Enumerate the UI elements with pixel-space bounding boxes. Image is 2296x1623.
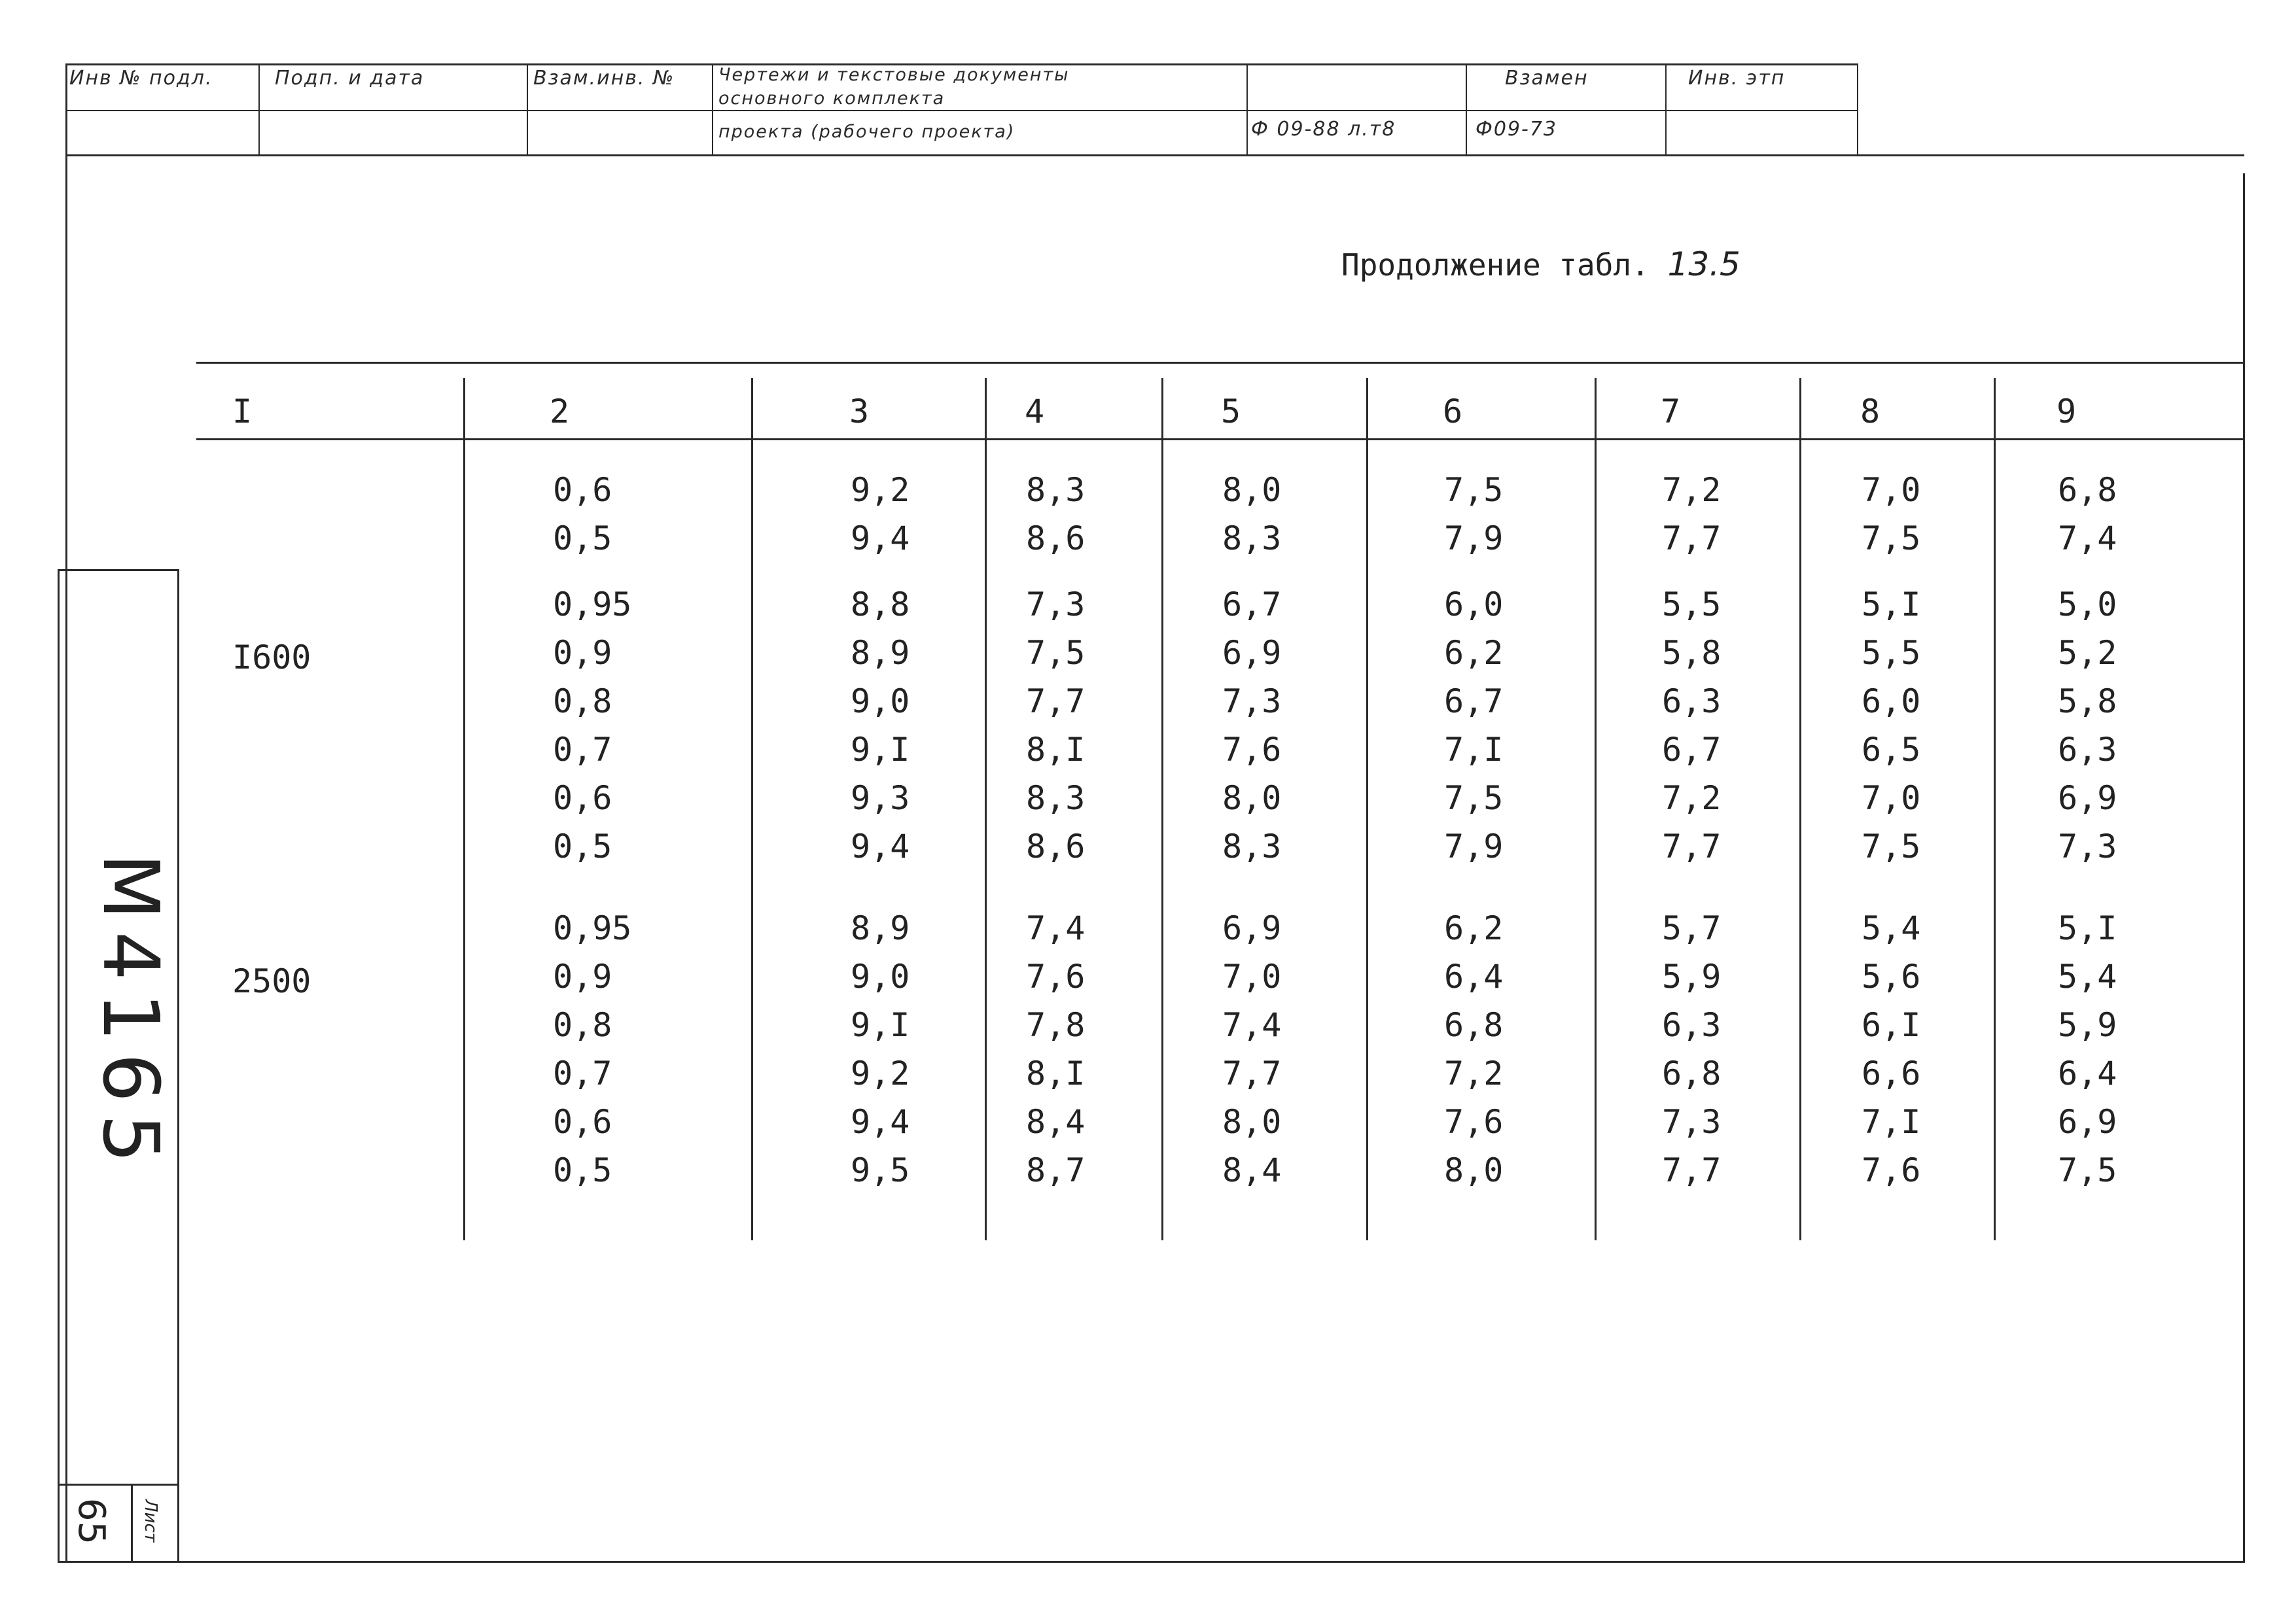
table-cell: 6,3 (1662, 682, 1722, 720)
table-cell: 8,3 (1026, 471, 1086, 509)
table-cell: 5,5 (1862, 634, 1921, 672)
table-cell: 7,I (1444, 731, 1504, 769)
table-cell: 0,9 (553, 634, 612, 672)
table-cell: 7,7 (1026, 682, 1086, 720)
table-cell: 9,2 (851, 1055, 910, 1092)
frame-left-border (65, 63, 67, 1562)
table-cell: 5,2 (2058, 634, 2117, 672)
page-mark (131, 1488, 170, 1554)
table-cell: 6,7 (1444, 682, 1504, 720)
table-header-rule (196, 438, 2244, 440)
table-col-divider (985, 378, 987, 1240)
stamp-bottom-border (65, 154, 2244, 156)
table-cell: 7,3 (1222, 682, 1282, 720)
table-cell: 8,3 (1222, 519, 1282, 557)
table-cell: 6,8 (1662, 1055, 1722, 1092)
table-cell: 8,3 (1222, 828, 1282, 865)
table-cell: 6,5 (1862, 731, 1921, 769)
table-cell: 9,3 (851, 779, 910, 817)
table-cell: 9,0 (851, 682, 910, 720)
table-col-divider (1595, 378, 1597, 1240)
table-cell: 7,4 (1222, 1006, 1282, 1044)
column-header-2: 2 (550, 393, 570, 430)
frame-right-border (2243, 173, 2245, 1562)
group-label: 2500 (232, 962, 311, 1001)
page-box-top (58, 1484, 179, 1486)
table-cell: 0,6 (553, 471, 612, 509)
table-cell: 7,5 (1862, 519, 1921, 557)
caption-text: Продолжение табл. (1341, 247, 1650, 283)
stamp-divider (1857, 63, 1858, 154)
frame-bottom-border (58, 1561, 2245, 1563)
table-cell: 8,0 (1222, 779, 1282, 817)
stamp-mid-border (65, 110, 1858, 111)
table-cell: 7,3 (1026, 585, 1086, 623)
table-cell: 6,7 (1222, 585, 1282, 623)
group-label: I600 (232, 638, 311, 677)
column-header-1: I (232, 393, 253, 430)
table-cell: 7,7 (1222, 1055, 1282, 1092)
table-cell: 8,0 (1222, 471, 1282, 509)
table-cell: 7,0 (1222, 958, 1282, 996)
table-cell: 0,6 (553, 779, 612, 817)
table-cell: 7,7 (1662, 519, 1722, 557)
table-cell: 5,4 (1862, 909, 1921, 947)
replacement-value: Ф09-73 (1475, 118, 1557, 141)
table-cell: 7,3 (2058, 828, 2117, 865)
table-col-divider (1994, 378, 1996, 1240)
caption-table-number: 13.5 (1667, 245, 1740, 283)
table-cell: 7,2 (1662, 779, 1722, 817)
table-cell: 8,9 (851, 909, 910, 947)
stamp-divider (1665, 63, 1667, 154)
table-cell: 0,7 (553, 731, 612, 769)
column-header-4: 4 (1025, 393, 1045, 430)
table-col-divider (1161, 378, 1163, 1240)
table-cell: 7,0 (1862, 779, 1921, 817)
page-number (59, 1488, 124, 1554)
column-header-9: 9 (2057, 393, 2077, 430)
table-cell: 7,4 (2058, 519, 2117, 557)
table-col-divider (1799, 378, 1801, 1240)
table-cell: 8,8 (851, 585, 910, 623)
table-cell: 7,5 (2058, 1151, 2117, 1189)
table-cell: 6,2 (1444, 634, 1504, 672)
table-cell: 9,2 (851, 471, 910, 509)
table-cell: 9,4 (851, 1103, 910, 1141)
column-header-3: 3 (849, 393, 870, 430)
stamp-divider (258, 63, 260, 154)
table-cell: 7,6 (1026, 958, 1086, 996)
table-cell: 7,5 (1444, 779, 1504, 817)
table-cell: 5,7 (1662, 909, 1722, 947)
table-cell: 5,9 (1662, 958, 1722, 996)
table-cell: 6,7 (1662, 731, 1722, 769)
document-title-line2: основного комплекта (718, 88, 945, 109)
table-cell: 9,I (851, 1006, 910, 1044)
table-cell: 6,6 (1862, 1055, 1921, 1092)
document-title-line3: проекта (рабочего проекта) (718, 122, 1016, 142)
column-header-7: 7 (1661, 393, 1681, 430)
table-cell: 8,6 (1026, 828, 1086, 865)
table-cell: 0,8 (553, 1006, 612, 1044)
designation-current: Ф 09-88 л.т8 (1251, 118, 1396, 141)
table-cell: 7,6 (1862, 1151, 1921, 1189)
table-cell: 6,0 (1444, 585, 1504, 623)
table-cell: 6,3 (2058, 731, 2117, 769)
table-cell: 5,I (1862, 585, 1921, 623)
table-cell: 7,0 (1862, 471, 1921, 509)
table-cell: 5,5 (1662, 585, 1722, 623)
side-panel-top (58, 569, 179, 571)
table-cell: 5,6 (1862, 958, 1921, 996)
table-cell: 9,4 (851, 828, 910, 865)
table-cell: 7,9 (1444, 519, 1504, 557)
table-cell: 8,9 (851, 634, 910, 672)
table-cell: 6,4 (1444, 958, 1504, 996)
table-cell: 5,I (2058, 909, 2117, 947)
signature-date-label: Подп. и дата (275, 67, 425, 90)
table-cell: 6,4 (2058, 1055, 2117, 1092)
document-code (65, 852, 196, 1176)
table-cell: 0,5 (553, 1151, 612, 1189)
table-cell: 0,8 (553, 682, 612, 720)
table-cell: 0,95 (553, 909, 632, 947)
table-cell: 9,I (851, 731, 910, 769)
document-title-line1: Чертежи и текстовые документы (718, 65, 1070, 85)
table-cell: 5,8 (2058, 682, 2117, 720)
table-col-divider (463, 378, 465, 1240)
table-cell: 5,8 (1662, 634, 1722, 672)
table-cell: 6,8 (1444, 1006, 1504, 1044)
table-caption (1341, 245, 1740, 283)
replacement-label: Взамен (1505, 67, 1589, 90)
inv-no-orig-label: Инв. этп (1688, 67, 1786, 90)
stamp-divider (527, 63, 528, 154)
table-cell: 6,8 (2058, 471, 2117, 509)
table-cell: 8,0 (1444, 1151, 1504, 1189)
table-cell: 0,7 (553, 1055, 612, 1092)
table-cell: 6,9 (1222, 909, 1282, 947)
table-cell: 8,4 (1026, 1103, 1086, 1141)
table-cell: 6,I (1862, 1006, 1921, 1044)
table-cell: 8,3 (1026, 779, 1086, 817)
table-col-divider (1366, 378, 1368, 1240)
table-cell: 8,7 (1026, 1151, 1086, 1189)
table-cell: 9,0 (851, 958, 910, 996)
table-cell: 9,4 (851, 519, 910, 557)
stamp-divider (1466, 63, 1467, 154)
table-cell: 7,4 (1026, 909, 1086, 947)
table-cell: 8,0 (1222, 1103, 1282, 1141)
table-cell: 7,5 (1026, 634, 1086, 672)
table-cell: 7,I (1862, 1103, 1921, 1141)
table-cell: 7,2 (1444, 1055, 1504, 1092)
table-cell: 7,6 (1222, 731, 1282, 769)
column-header-6: 6 (1443, 393, 1463, 430)
table-cell: 0,6 (553, 1103, 612, 1141)
stamp-divider (712, 63, 713, 154)
table-cell: 0,5 (553, 828, 612, 865)
column-header-8: 8 (1860, 393, 1881, 430)
table-cell: 7,7 (1662, 1151, 1722, 1189)
table-cell: 7,7 (1662, 828, 1722, 865)
table-cell: 5,4 (2058, 958, 2117, 996)
table-cell: 7,5 (1444, 471, 1504, 509)
table-cell: 7,3 (1662, 1103, 1722, 1141)
table-cell: 8,I (1026, 1055, 1086, 1092)
table-cell: 9,5 (851, 1151, 910, 1189)
table-cell: 5,0 (2058, 585, 2117, 623)
replacement-inv-label: Взам.инв. № (533, 67, 675, 90)
table-cell: 8,6 (1026, 519, 1086, 557)
table-cell: 7,9 (1444, 828, 1504, 865)
table-cell: 8,4 (1222, 1151, 1282, 1189)
table-cell: 0,5 (553, 519, 612, 557)
table-cell: 6,9 (1222, 634, 1282, 672)
page-number-text: 65 (70, 1497, 113, 1544)
table-cell: 7,6 (1444, 1103, 1504, 1141)
page-mark-text: Лист (141, 1499, 161, 1543)
table-cell: 6,3 (1662, 1006, 1722, 1044)
table-cell: 0,95 (553, 585, 632, 623)
table-cell: 6,9 (2058, 779, 2117, 817)
table-cell: 6,2 (1444, 909, 1504, 947)
table-cell: 8,I (1026, 731, 1086, 769)
table-cell: 6,9 (2058, 1103, 2117, 1141)
table-cell: 6,0 (1862, 682, 1921, 720)
column-header-5: 5 (1221, 393, 1241, 430)
table-cell: 7,2 (1662, 471, 1722, 509)
table-col-divider (751, 378, 753, 1240)
inv-no-label: Инв № подл. (69, 67, 213, 90)
side-panel-left (58, 569, 60, 1562)
table-cell: 7,8 (1026, 1006, 1086, 1044)
document-code-text: М4165 (86, 852, 176, 1176)
table-cell: 0,9 (553, 958, 612, 996)
table-cell: 7,5 (1862, 828, 1921, 865)
stamp-divider (1246, 63, 1248, 154)
table-cell: 5,9 (2058, 1006, 2117, 1044)
table-top-rule (196, 362, 2244, 364)
